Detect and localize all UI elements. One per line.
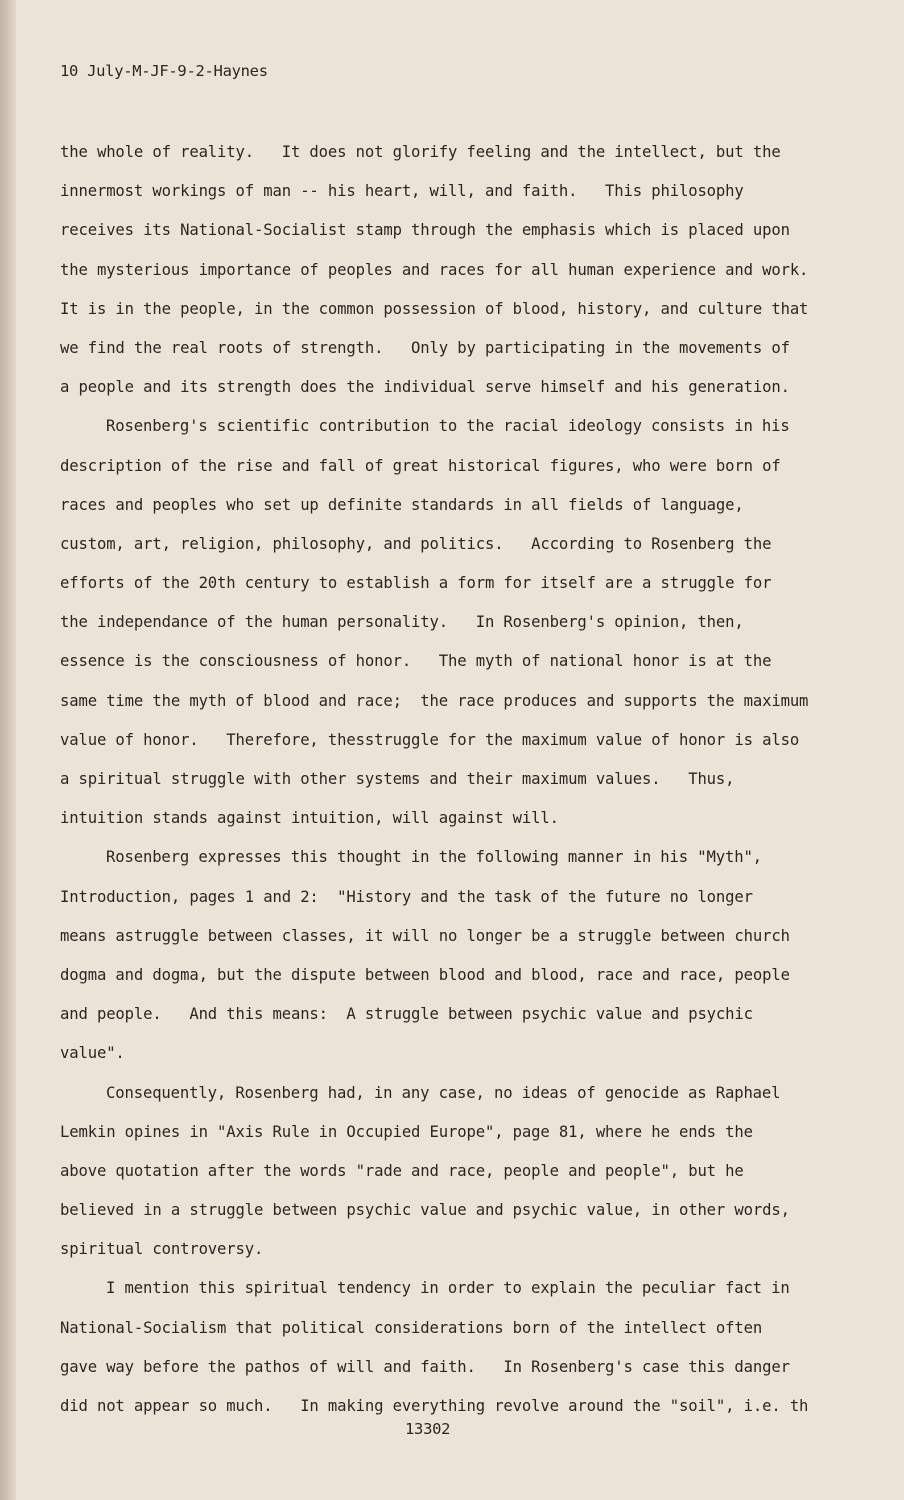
- text-line: essence is the consciousness of honor. The myth of national honor is at the: [60, 652, 772, 671]
- paragraph-start-line: Consequently, Rosenberg had, in any case, no ideas of genocide as Raphael: [106, 1083, 781, 1102]
- document-header-id: 10 July-M-JF-9-2-Haynes: [60, 62, 268, 80]
- text-line: and people. And this means: A struggle between psychic value and psychic: [60, 1005, 753, 1024]
- text-line: same time the myth of blood and race; the race produces and supports the maximum: [60, 691, 809, 710]
- text-line: the whole of reality. It does not glorify feeling and the intellect, but the: [60, 143, 781, 161]
- text-line: means astruggle between classes, it will no longer be a struggle between church: [60, 926, 790, 945]
- text-line: spiritual controversy.: [60, 1240, 264, 1259]
- text-line: gave way before the pathos of will and faith. In Rosenberg's case this danger: [60, 1357, 790, 1376]
- text-line: above quotation after the words "rade and race, people and people", but he: [60, 1161, 744, 1180]
- text-line: efforts of the 20th century to establish a form for itself are a struggle for: [60, 574, 772, 593]
- text-line: innermost workings of man -- his heart, will, and faith. This philosophy: [60, 182, 744, 201]
- text-line: Introduction, pages 1 and 2: "History and the task of the future no longer: [60, 887, 753, 906]
- text-line: the independance of the human personality. In Rosenberg's opinion, then,: [60, 613, 744, 632]
- text-line: races and peoples who set up definite standards in all fields of language,: [60, 495, 744, 514]
- paragraph-start-line: I mention this spiritual tendency in order to explain the peculiar fact in: [106, 1279, 790, 1298]
- text-line: Lemkin opines in "Axis Rule in Occupied Europe", page 81, where he ends the: [60, 1122, 753, 1141]
- page-number: 13302: [405, 1420, 451, 1438]
- text-line: receives its National-Socialist stamp through the emphasis which is placed upon: [60, 221, 790, 240]
- text-line: did not appear so much. In making everything revolve around the "soil", i.e. th: [60, 1397, 809, 1415]
- paragraph-start-line: Rosenberg's scientific contribution to the racial ideology consists in his: [106, 417, 790, 436]
- text-line: custom, art, religion, philosophy, and politics. According to Rosenberg the: [60, 534, 772, 553]
- text-line: we find the real roots of strength. Only by participating in the movements of: [60, 338, 790, 357]
- text-line: description of the rise and fall of great historical figures, who were born of: [60, 456, 781, 475]
- text-line: value".: [60, 1044, 125, 1063]
- text-line: a spiritual struggle with other systems and their maximum values. Thus,: [60, 770, 735, 788]
- document-body: [60, 139, 860, 1432]
- text-line: the mysterious importance of peoples and races for all human experience and work.: [60, 260, 809, 279]
- paragraph-start-line: Rosenberg expresses this thought in the following manner in his "Myth",: [106, 848, 762, 867]
- text-line: National-Socialism that political considerations born of the intellect often: [60, 1318, 763, 1337]
- text-line: It is in the people, in the common possession of blood, history, and culture that: [60, 299, 809, 318]
- text-line: intuition stands against intuition, will against will.: [60, 809, 559, 828]
- text-line: a people and its strength does the individual serve himself and his generation.: [60, 378, 790, 397]
- text-line: value of honor. Therefore, thesstruggle for the maximum value of honor is also: [60, 730, 800, 749]
- text-line: believed in a struggle between psychic value and psychic value, in other words,: [60, 1201, 790, 1220]
- text-line: dogma and dogma, but the dispute between blood and blood, race and race, people: [60, 965, 790, 984]
- page-edge-shadow: [0, 0, 16, 1500]
